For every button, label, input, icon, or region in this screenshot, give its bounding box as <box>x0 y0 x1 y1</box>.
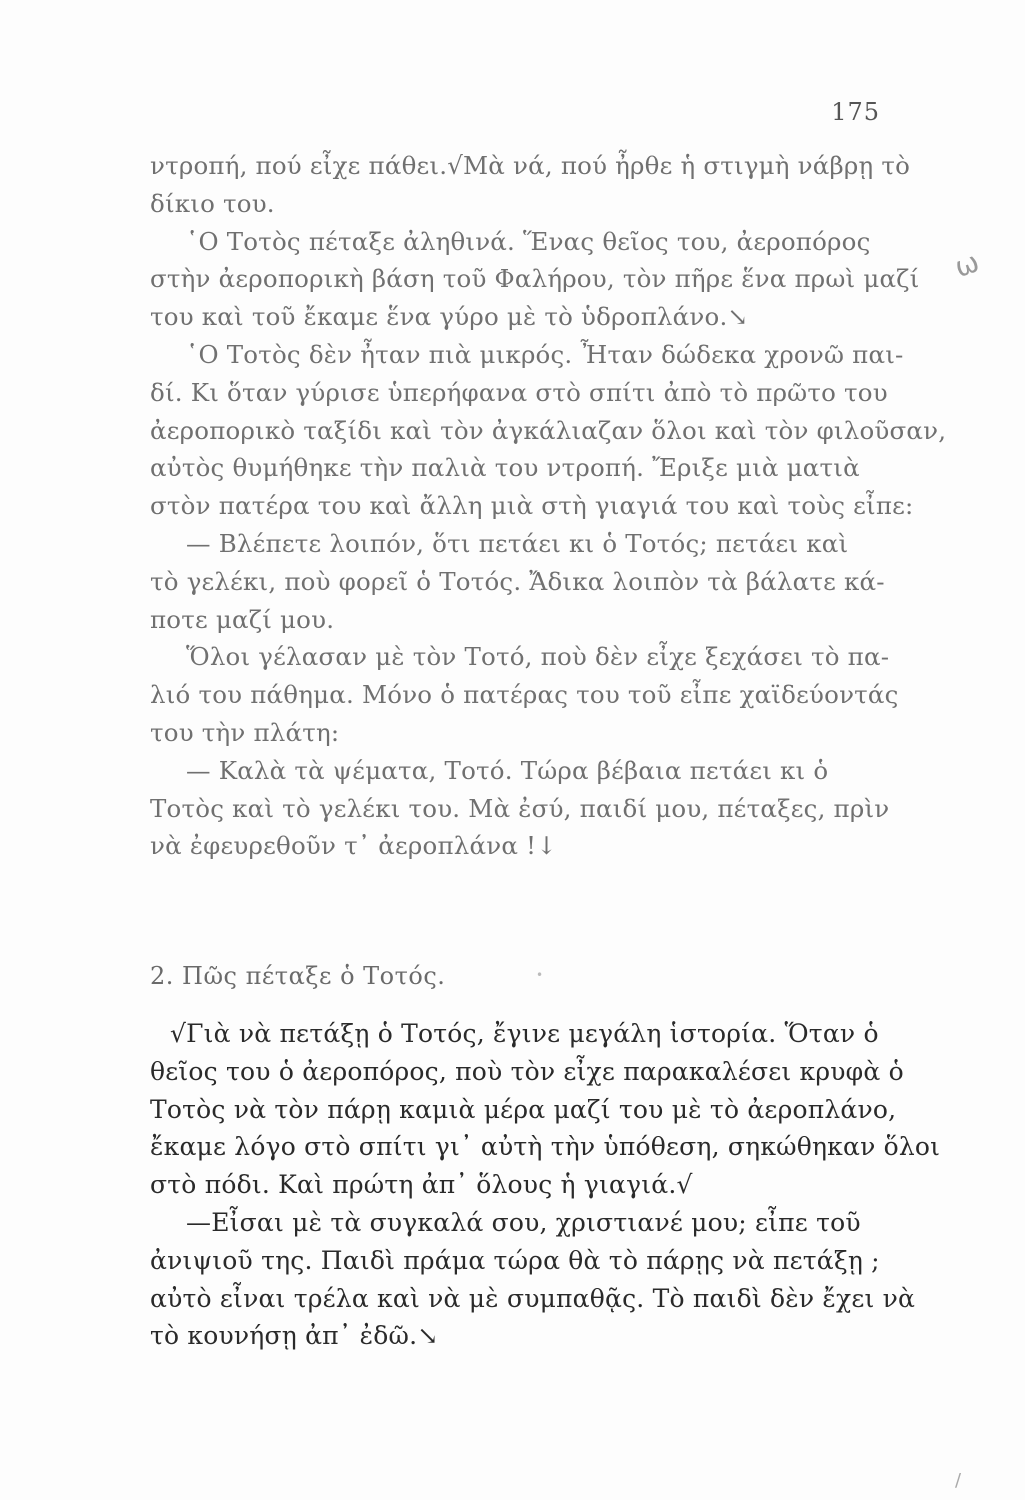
text-line: — Βλέπετε λοιπόν, ὅτι πετάει κι ὁ Τοτός; πετάει καὶ <box>186 528 849 558</box>
text-line: στὸ πόδι. Καὶ πρώτη ἀπ᾽ ὅλους ἡ γιαγιά.√ <box>150 1170 693 1200</box>
text-line: του καὶ τοῦ ἔκαμε ἕνα γύρο μὲ τὸ ὑδροπλάνο.↘ <box>150 302 749 332</box>
text-line: στὴν ἀεροπορικὴ βάση τοῦ Φαλήρου, τὸν πῆρε ἕνα πρωὶ μαζί <box>150 264 920 294</box>
text-line: νὰ ἐφευρεθοῦν τ᾽ ἀεροπλάνα !↓ <box>150 831 557 861</box>
text-line: τὸ κουνήσῃ ἀπ᾽ ἐδῶ.↘ <box>150 1321 439 1351</box>
text-line: √Γιὰ νὰ πετάξῃ ὁ Τοτός, ἔγινε μεγάλη ἱστορία. Ὅταν ὁ <box>170 1019 879 1048</box>
text-line: λιό του πάθημα. Μόνο ὁ πατέρας του τοῦ εἶπε χαϊδεύοντάς <box>150 680 899 710</box>
text-line: Ὅλοι γέλασαν μὲ τὸν Τοτό, ποὺ δὲν εἶχε ξεχάσει τὸ πα- <box>186 642 890 672</box>
margin-scribble-icon: ω <box>950 244 984 285</box>
text-line: Τοτὸς καὶ τὸ γελέκι του. Μὰ ἐσύ, παιδί μου, πέταξες, πρὶν <box>150 793 890 823</box>
text-line: Τοτὸς νὰ τὸν πάρῃ καμιὰ μέρα μαζί του μὲ τὸ ἀεροπλάνο, <box>150 1094 897 1124</box>
section-heading: 2. Πῶς πέταξε ὁ Τοτός. <box>150 962 446 990</box>
ink-dot-icon: • <box>536 968 544 982</box>
text-line: του τὴν πλάτη: <box>150 717 340 747</box>
text-line: αὐτὸ εἶναι τρέλα καὶ νὰ μὲ συμπαθᾷς. Τὸ παιδὶ δὲν ἔχει νὰ <box>150 1283 916 1313</box>
text-line: ἔκαμε λόγο στὸ σπίτι γι᾽ αὐτὴ τὴν ὑπόθεση, σηκώθηκαν ὅλοι <box>150 1132 941 1162</box>
text-line: θεῖος του ὁ ἀεροπόρος, ποὺ τὸν εἶχε παρακαλέσει κρυφὰ ὁ <box>150 1056 904 1086</box>
text-line: ντροπή, πού εἶχε πάθει.√Μὰ νά, πού ἦρθε ἡ στιγμὴ νάβρῃ τὸ <box>150 151 911 180</box>
text-line: δί. Κι ὅταν γύρισε ὑπερήφανα στὸ σπίτι ἀπὸ τὸ πρῶτο του <box>150 377 888 407</box>
text-line: — Καλὰ τὰ ψέματα, Τοτό. Τώρα βέβαια πετάει κι ὁ <box>186 755 829 785</box>
text-line: στὸν πατέρα του καὶ ἄλλη μιὰ στὴ γιαγιά του καὶ τοὺς εἶπε: <box>150 491 914 521</box>
text-line: ῾Ο Τοτὸς δὲν ἦταν πιὰ μικρός. Ἦταν δώδεκα χρονῶ παι- <box>186 339 904 369</box>
text-line: ἀεροπορικὸ ταξίδι καὶ τὸν ἀγκάλιαζαν ὅλοι καὶ τὸν φιλοῦσαν, <box>150 415 947 445</box>
text-line: δίκιο του. <box>150 188 275 218</box>
text-block-1 <box>150 147 947 865</box>
page-number: 175 <box>831 98 880 126</box>
text-line: ποτε μαζί μου. <box>150 604 335 634</box>
text-line: ῾Ο Τοτὸς πέταξε ἀληθινά. Ἕνας θεῖος του, ἀεροπόρος <box>186 226 871 256</box>
text-line: ἀνιψιοῦ της. Παιδὶ πράμα τώρα θὰ τὸ πάρῃς νὰ πετάξῃ ; <box>150 1245 880 1275</box>
text-block-2 <box>150 1015 941 1355</box>
text-line: —Εἶσαι μὲ τὰ συγκαλά σου, χριστιανέ μου; εἶπε τοῦ <box>186 1207 861 1237</box>
text-line: τὸ γελέκι, ποὺ φορεῖ ὁ Τοτός. Ἄδικα λοιπὸν τὰ βάλατε κά- <box>150 566 885 596</box>
text-line: αὐτὸς θυμήθηκε τὴν παλιὰ του ντροπή. Ἔριξε μιὰ ματιὰ <box>150 453 860 483</box>
pencil-slash-icon: / <box>955 1470 962 1491</box>
